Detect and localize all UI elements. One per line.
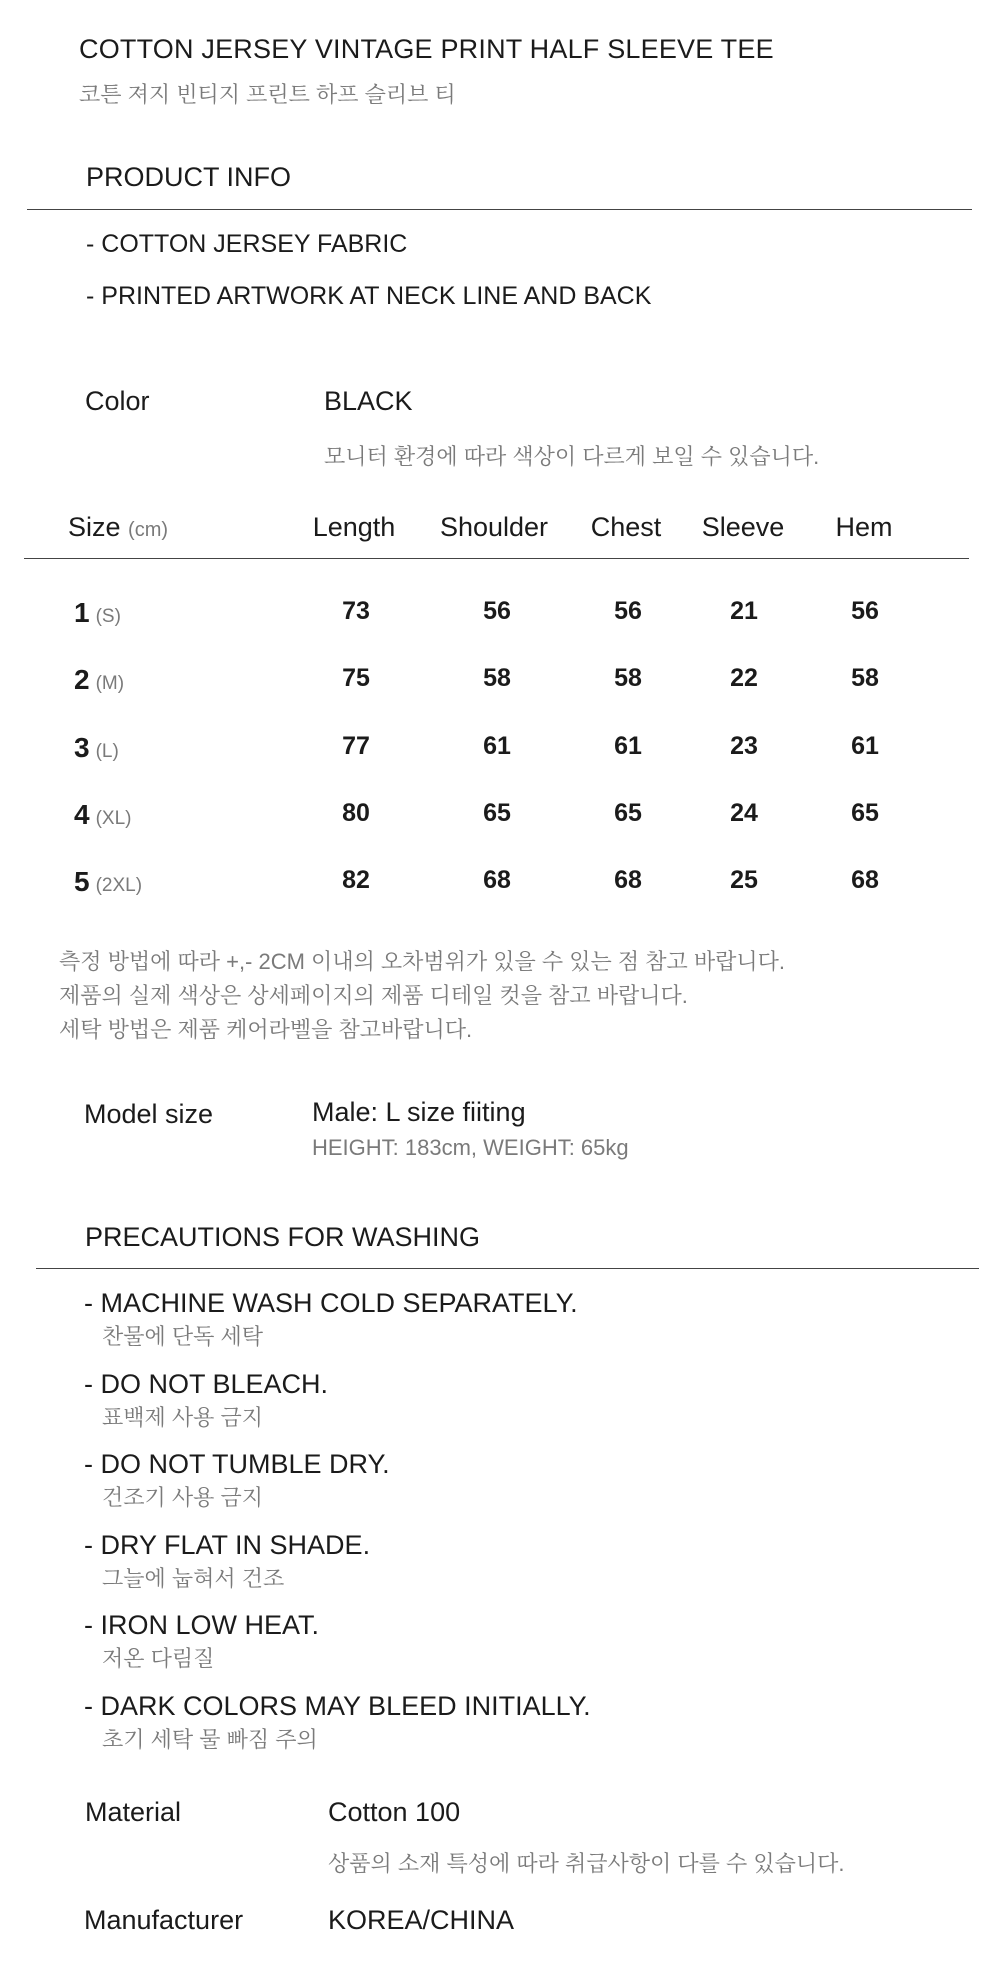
cell-hem: 61 [851, 732, 879, 760]
material-label: Material [85, 1797, 182, 1827]
size-label: (L) [95, 741, 119, 762]
product-info-line: - PRINTED ARTWORK AT NECK LINE AND BACK [86, 282, 652, 310]
table-row [0, 664, 1001, 704]
table-row [0, 866, 1001, 906]
cell-length: 75 [342, 664, 370, 692]
size-label: (S) [95, 606, 121, 627]
size-number: 2 (M) [74, 664, 125, 695]
cell-hem: 56 [851, 597, 879, 625]
color-note: 모니터 환경에 따라 색상이 다르게 보일 수 있습니다. [324, 444, 820, 469]
cell-length: 77 [342, 732, 370, 760]
product-title: COTTON JERSEY VINTAGE PRINT HALF SLEEVE TEE [79, 34, 774, 64]
cell-length: 73 [342, 597, 370, 625]
cell-chest: 65 [614, 799, 642, 827]
washing-item-korean: 그늘에 눕혀서 건조 [102, 1566, 285, 1591]
size-label: (2XL) [95, 875, 143, 896]
table-row [0, 597, 1001, 637]
size-number: 4 (XL) [74, 799, 132, 830]
table-row [0, 732, 1001, 772]
product-info-divider [27, 209, 972, 210]
washing-item-korean: 건조기 사용 금지 [102, 1485, 263, 1510]
washing-item: - DO NOT TUMBLE DRY. [84, 1449, 390, 1479]
size-column-header [68, 512, 168, 543]
size-header-unit: (cm) [128, 519, 169, 541]
washing-item: - DARK COLORS MAY BLEED INITIALLY. [84, 1691, 591, 1721]
manufacturer-value: KOREA/CHINA [328, 1905, 515, 1935]
color-label: Color [85, 386, 150, 416]
cell-shoulder: 58 [483, 664, 511, 692]
size-number: 5 (2XL) [74, 866, 143, 897]
column-header-chest: Chest [590, 512, 662, 542]
model-size-label: Model size [84, 1099, 214, 1129]
measure-note: 측정 방법에 따라 +,- 2CM 이내의 오차범위가 있을 수 있는 점 참고 바랍니다. [59, 949, 786, 974]
washing-divider [36, 1268, 979, 1269]
washing-item: - DO NOT BLEACH. [84, 1369, 329, 1399]
washing-item-korean: 찬물에 단독 세탁 [102, 1324, 263, 1349]
material-note: 상품의 소재 특성에 따라 취급사항이 다를 수 있습니다. [328, 1851, 845, 1876]
cell-shoulder: 65 [483, 799, 511, 827]
color-value: BLACK [324, 386, 413, 416]
cell-shoulder: 61 [483, 732, 511, 760]
measure-note: 세탁 방법은 제품 케어라벨을 참고바랍니다. [59, 1017, 473, 1042]
material-value: Cotton 100 [328, 1797, 461, 1827]
column-header-length: Length [312, 512, 396, 542]
table-row [0, 799, 1001, 839]
column-header-hem: Hem [835, 512, 893, 542]
washing-item-korean: 초기 세탁 물 빠짐 주의 [102, 1727, 318, 1752]
model-size-value: Male: L size fiiting [312, 1097, 526, 1127]
cell-chest: 56 [614, 597, 642, 625]
size-label: (M) [95, 673, 125, 694]
size-header-label: Size [68, 512, 121, 542]
cell-length: 80 [342, 799, 370, 827]
washing-item: - IRON LOW HEAT. [84, 1610, 320, 1640]
cell-chest: 58 [614, 664, 642, 692]
size-number: 1 (S) [74, 597, 121, 628]
cell-chest: 68 [614, 866, 642, 894]
size-label: (XL) [95, 808, 132, 829]
cell-sleeve: 21 [730, 597, 758, 625]
product-info-line: - COTTON JERSEY FABRIC [86, 230, 408, 258]
cell-sleeve: 24 [730, 799, 758, 827]
cell-sleeve: 23 [730, 732, 758, 760]
cell-shoulder: 56 [483, 597, 511, 625]
column-header-shoulder: Shoulder [439, 512, 549, 542]
cell-length: 82 [342, 866, 370, 894]
cell-chest: 61 [614, 732, 642, 760]
cell-hem: 58 [851, 664, 879, 692]
measure-note: 제품의 실제 색상은 상세페이지의 제품 디테일 컷을 참고 바랍니다. [59, 983, 688, 1008]
cell-sleeve: 25 [730, 866, 758, 894]
manufacturer-label: Manufacturer [84, 1905, 244, 1935]
washing-item: - MACHINE WASH COLD SEPARATELY. [84, 1288, 578, 1318]
size-table-divider [24, 558, 969, 559]
size-number: 3 (L) [74, 732, 119, 763]
cell-sleeve: 22 [730, 664, 758, 692]
cell-shoulder: 68 [483, 866, 511, 894]
column-header-sleeve: Sleeve [701, 512, 785, 542]
washing-item: - DRY FLAT IN SHADE. [84, 1530, 371, 1560]
washing-item-korean: 표백제 사용 금지 [102, 1405, 263, 1430]
cell-hem: 68 [851, 866, 879, 894]
cell-hem: 65 [851, 799, 879, 827]
washing-heading: PRECAUTIONS FOR WASHING [85, 1222, 481, 1252]
model-size-detail: HEIGHT: 183cm, WEIGHT: 65kg [312, 1135, 629, 1160]
product-info-heading: PRODUCT INFO [86, 162, 292, 192]
washing-item-korean: 저온 다림질 [102, 1646, 215, 1671]
product-title-korean: 코튼 져지 빈티지 프린트 하프 슬리브 티 [79, 82, 456, 107]
